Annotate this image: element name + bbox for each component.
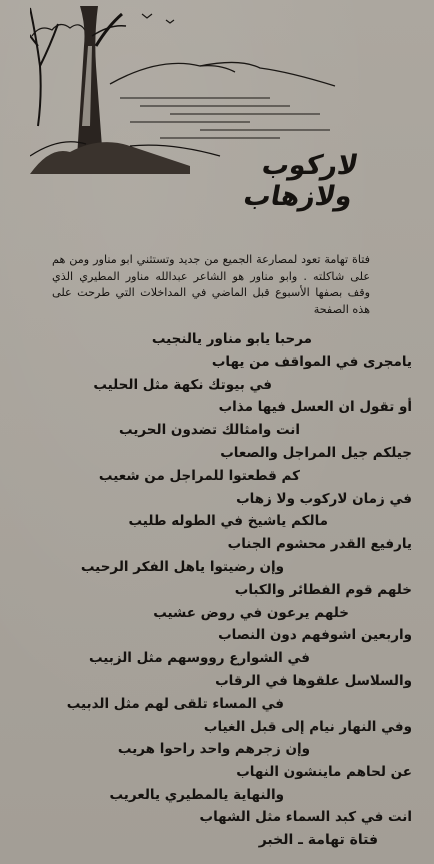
poem-line: خلهم قوم الفطائر والكباب: [234, 582, 412, 598]
poem-line: في المساء تلقى لهم مثل الدبيب: [66, 696, 284, 712]
poem-line: انت وامثالك تضدون الحريب: [119, 422, 300, 438]
poem-line: كم قطعتوا للمراجل من شعيب: [98, 468, 300, 484]
poem-line: والسلاسل علقوها في الرقاب: [215, 673, 412, 689]
poem-line: جيلكم جيل المراجل والصعاب: [220, 445, 412, 461]
poem-line: خلهم يرعون في روض عشيب: [153, 605, 349, 621]
poem-line: وإن زجرهم واحد راحوا هريب: [117, 741, 310, 757]
poem-line: في بيوتك نكهة مثل الحليب: [93, 377, 272, 393]
poem-line: في الشوارع رووسهم مثل الزبيب: [88, 650, 310, 666]
poem-line: مالكم ياشيخ في الطوله طليب: [128, 513, 328, 529]
article-signature: فتاة تهامة ـ الخبر: [258, 832, 378, 848]
poem-line: وإن رضيتوا ياهل الفكر الرحيب: [80, 559, 284, 575]
poem-line: عن لحاهم ماينشون النهاب: [236, 764, 412, 780]
poem-line: واربعين اشوفهم دون النصاب: [218, 627, 412, 643]
poem-line: يارفيع القدر محشوم الجناب: [227, 536, 412, 552]
poem-line: انت في كبد السماء مثل الشهاب: [199, 809, 412, 825]
article-headline: لاركوب ولازهاب: [241, 150, 361, 212]
poem-line: وفي النهار نيام إلى قبل الغياب: [203, 719, 412, 735]
poem-line: في زمان لاركوب ولا زهاب: [236, 491, 412, 507]
poem-line: مرحبا يابو مناور يالنجيب: [151, 331, 312, 347]
poem-line: أو تقول ان العسل فيها مذاب: [218, 399, 412, 415]
poem-line: والنهاية يالمطيري يالعريب: [109, 787, 284, 803]
poem-line: يامجرى في المواقف من يهاب: [211, 354, 412, 370]
article-intro: فتاة تهامة تعود لمصارعة الجميع من جديد وتستثني ابو مناور ومن هم على شاكلته . وابو مناور هو الشاعر عبدالله مناور المطيري الذي وقف بصفها الأسبوع قبل الماضي في المداخلات التي طرحت على هذه الصفحة: [52, 253, 370, 316]
